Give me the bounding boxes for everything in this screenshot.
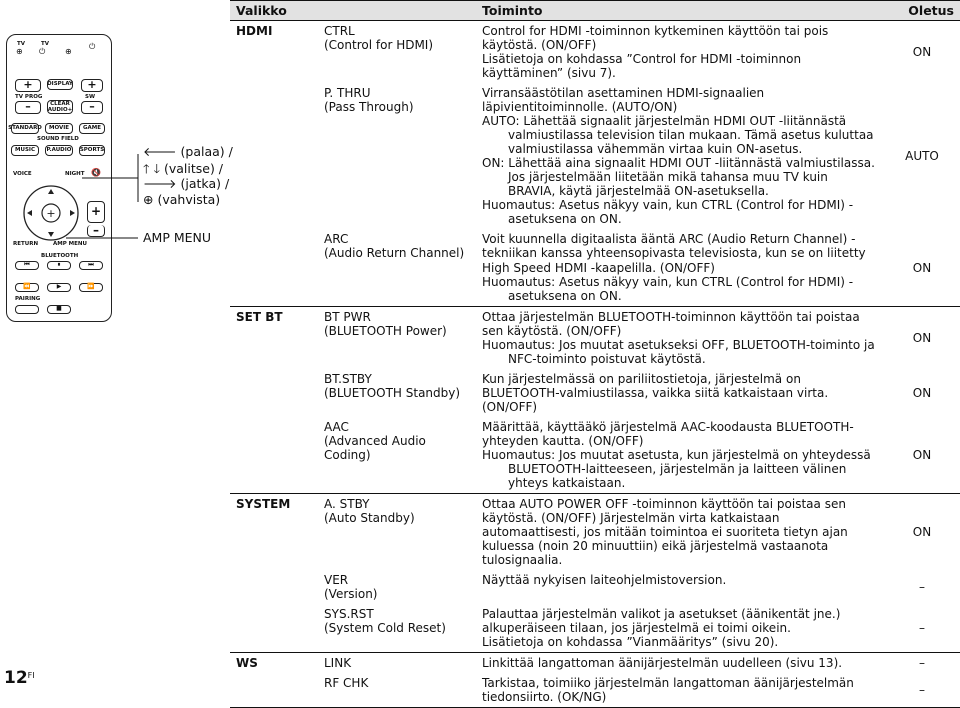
default-a-stby: ON — [884, 493, 960, 570]
svg-text:+: + — [46, 207, 56, 220]
power-icon: ⏻ — [89, 42, 96, 51]
default-ver: – — [919, 580, 925, 595]
display-button[interactable]: DISPLAY — [47, 79, 73, 90]
item-ver: VER (Version) — [324, 573, 378, 602]
arrow-left-icon: 🡐 — [143, 144, 177, 159]
default-rf-chk: – — [884, 673, 960, 708]
stop-button[interactable]: ■ — [47, 305, 71, 314]
item-bt-stby: BT.STBY (BLUETOOTH Standby) — [324, 371, 461, 400]
annotation-next: 🡒 (jatka) / — [143, 176, 230, 191]
tv-input-icon: ⊕ — [16, 47, 23, 56]
return-label: RETURN — [13, 241, 39, 247]
clear-audio-button[interactable]: CLEAR AUDIO+ — [47, 100, 73, 113]
item-aac: AAC (Advanced Audio Coding) — [324, 419, 426, 462]
table-row-ctrl — [230, 21, 960, 84]
table-row-link — [230, 653, 960, 674]
function-ver: Näyttää nykyisen laiteohjelmistoversion. — [482, 573, 727, 588]
movie-button[interactable]: MOVIE — [45, 123, 73, 134]
default-arc: ON — [912, 260, 932, 275]
arrow-up-down-icon: 🡑 🡓 — [143, 161, 160, 176]
standard-button[interactable]: STANDARD — [11, 123, 39, 134]
voice-label: VOICE — [13, 171, 32, 177]
mute-icon: 🔇 — [91, 168, 101, 177]
function-sys-rst: Palauttaa järjestelmän valikot ja asetukset (äänikentät jne.) alkuperäiseen tilaan, jos järjestelmä ei toimi oikein. Lisätietoja on kohdassa ”Vianmääritys” (sivu 20). — [482, 607, 841, 650]
item-rf-chk: RF CHK — [318, 673, 476, 708]
settings-table — [230, 0, 960, 705]
item-ctrl: CTRL (Control for HDMI) — [318, 21, 476, 84]
function-arc: Voit kuunnella digitaalista ääntä ARC (Audio Return Channel) -tekniikan kanssa yhteensopivasta televisiosta, kun se on liitetty High Speed HDMI -kaapelilla. (ON/OFF) Huomautus: Asetus näkyy vain, kun CTRL (Control for HDMI) -asetuksena on ON. — [482, 232, 866, 303]
category-system: SYSTEM — [230, 493, 318, 570]
item-sys-rst: SYS.RST (System Cold Reset) — [324, 607, 446, 636]
annotation-amp-menu: AMP MENU — [143, 230, 212, 245]
previous-button[interactable]: ⏮ — [15, 261, 39, 270]
table-row-bt-pwr — [230, 306, 960, 369]
item-p-thru: P. THRU (Pass Through) — [324, 86, 414, 115]
function-a-stby: Ottaa AUTO POWER OFF -toiminnon käyttöön tai poistaa sen käytöstä. (ON/OFF) Järjestelmän virta katkaistaan automaattisesti, jos mitään toimintoa ei suoriteta tietyn ajan kuluessa (noin 20 minuuttiin) eikä järjestelmä vastaanota tulosignaalia. — [476, 493, 884, 570]
tv-power-icon: ⏻ — [39, 47, 46, 56]
default-bt-stby: ON — [912, 385, 932, 400]
table-row-a-stby — [230, 493, 960, 570]
header-default: Oletus — [884, 1, 960, 21]
annotation-back: 🡐 (palaa) / — [143, 144, 233, 159]
category-ws: WS — [230, 653, 318, 674]
sw-label: SW — [85, 94, 96, 100]
function-ctrl: Control for HDMI -toiminnon kytkeminen käyttöön tai pois käytöstä. (ON/OFF) Lisätietoja on kohdassa ”Control for HDMI -toiminnon käyttäminen” (sivu 7). — [476, 21, 884, 84]
table-row-bt-stby — [230, 369, 960, 417]
p-audio-button[interactable]: P.AUDIO — [45, 145, 73, 156]
fast-forward-button[interactable]: ⏩ — [79, 283, 103, 292]
night-label: NIGHT — [65, 171, 85, 177]
sound-field-label: SOUND FIELD — [37, 136, 79, 142]
page-number: $12^{FI}$ — [4, 668, 35, 688]
table-row-arc — [230, 229, 960, 306]
input-icon: ⊕ — [65, 47, 72, 56]
page-language: FI — [27, 671, 35, 680]
next-button[interactable]: ⏭ — [79, 261, 103, 270]
header-menu: Valikko — [230, 1, 318, 21]
table-row-ver — [230, 570, 960, 604]
amp-menu-label: AMP MENU — [53, 241, 87, 247]
function-link: Linkittää langattoman äänijärjestelmän uudelleen (sivu 13). — [476, 653, 884, 674]
enter-plus-icon: ⊕ — [143, 192, 154, 207]
game-button[interactable]: GAME — [79, 123, 105, 134]
table-row-p-thru — [230, 83, 960, 229]
annotation-enter: ⊕ (vahvista) — [143, 192, 221, 207]
table-row-rf-chk — [230, 673, 960, 708]
item-arc: ARC (Audio Return Channel) — [324, 232, 465, 261]
item-link: LINK — [318, 653, 476, 674]
arrow-right-icon: 🡒 — [143, 176, 177, 191]
remote-tv-label-1: TV — [17, 41, 26, 47]
function-rf-chk: Tarkistaa, toimiiko järjestelmän langattoman äänijärjestelmän tiedonsiirto. (OK/NG) — [476, 673, 884, 708]
annotation-select: 🡑 🡓 (valitse) / — [143, 161, 224, 176]
pairing-button[interactable] — [15, 305, 39, 314]
tv-prog-plus-button[interactable]: + — [15, 79, 41, 92]
table-row-aac — [230, 417, 960, 494]
table-row-sys-rst — [230, 604, 960, 653]
play-button[interactable]: ▶ — [47, 283, 71, 292]
item-bt-pwr: BT PWR (BLUETOOTH Power) — [318, 306, 476, 369]
sw-minus-button[interactable]: – — [81, 101, 103, 114]
function-p-thru: Virransäästötilan asettaminen HDMI-signaalien läpivientitoiminnolle. (AUTO/ON) AUTO: Lähettää signaalit järjestelmän HDMI OUT -liitännästä valmiustilassa television tilan mukaan. Tämä asetus kuluttaa valmiustilassa vähemmän virtaa kuin ON-asetus. ON: Lähettää aina signaalit HDMI OUT -liitännästä valmiustilassa. Jos järjestelmään liitetään mikä tahansa muu TV kuin BRAVIA, käytä järjestelmää ON-asetuksella. Huomautus: Asetus näkyy vain, kun CTRL (Control for HDMI) -asetuksena on ON. — [482, 86, 875, 227]
tv-prog-minus-button[interactable]: – — [15, 101, 41, 114]
default-p-thru: AUTO — [905, 149, 939, 164]
volume-minus-button[interactable]: – — [87, 225, 105, 237]
function-bt-stby: Kun järjestelmässä on pariliitostietoja, järjestelmä on BLUETOOTH-valmiustilassa, vaikka siitä katkaistaan virta. (ON/OFF) — [482, 371, 829, 414]
volume-plus-button[interactable]: + — [87, 201, 105, 223]
header-function: Toiminto — [476, 1, 884, 21]
item-a-stby: A. STBY (Auto Standby) — [318, 493, 476, 570]
pause-button[interactable]: ⏸ — [47, 261, 71, 270]
default-bt-pwr: ON — [884, 306, 960, 369]
bluetooth-label: BLUETOOTH — [41, 253, 79, 259]
remote-tv-label-2: TV — [41, 41, 50, 47]
category-set-bt: SET BT — [230, 306, 318, 369]
tv-prog-label: TV PROG — [15, 94, 43, 100]
default-aac: ON — [912, 447, 932, 462]
default-sys-rst: – — [919, 621, 925, 636]
rewind-button[interactable]: ⏪ — [15, 283, 39, 292]
category-hdmi: HDMI — [230, 21, 318, 84]
sports-button[interactable]: SPORTS — [79, 145, 105, 156]
function-aac: Määrittää, käyttääkö järjestelmä AAC-koodausta BLUETOOTH-yhteyden kautta. (ON/OFF) Huomautus: Jos muutat asetusta, kun järjestelmä on yhteydessä BLUETOOTH-laitteeseen, järjestelmän ja laitteen välinen yhteys katkaistaan. — [482, 419, 871, 490]
pairing-label: PAIRING — [15, 296, 41, 302]
music-button[interactable]: MUSIC — [11, 145, 39, 156]
default-ctrl: ON — [884, 21, 960, 84]
sw-plus-button[interactable]: + — [81, 79, 103, 92]
function-bt-pwr: Ottaa järjestelmän BLUETOOTH-toiminnon käyttöön tai poistaa sen käytöstä. (ON/OFF) Huomautus: Jos muutat asetukseksi OFF, BLUETOOTH-toiminto ja NFC-toiminto poistuvat käytöstä. — [476, 306, 884, 369]
default-link: – — [884, 653, 960, 674]
